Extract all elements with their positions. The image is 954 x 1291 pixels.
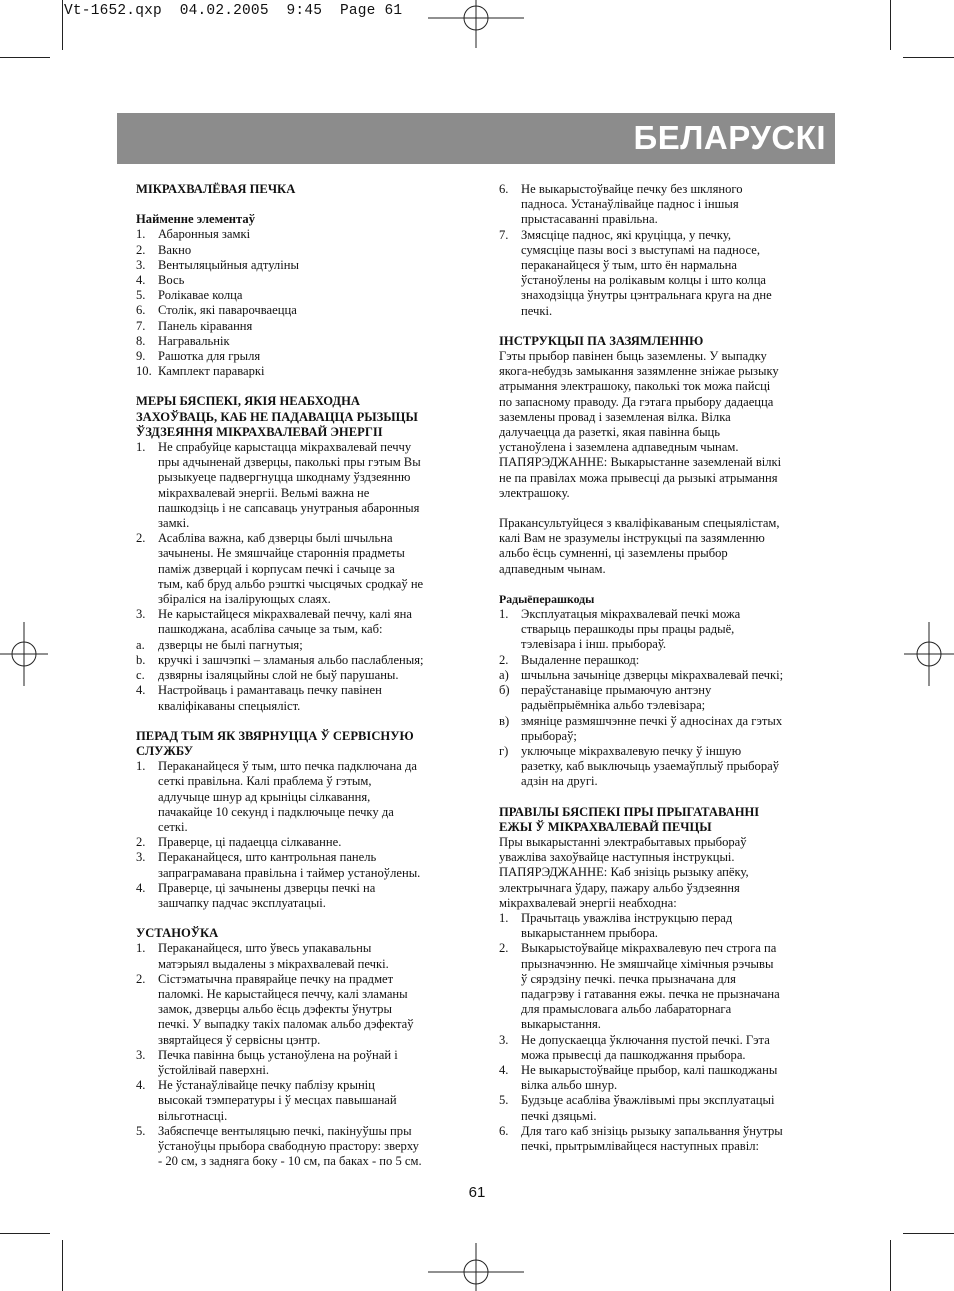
- list-item-number: 6.: [499, 182, 509, 196]
- text-line: устаноўлена і заземлена адпаведным чынам.: [499, 440, 739, 455]
- left-column: [136, 182, 458, 1169]
- list-item: [499, 228, 821, 319]
- list-item-text: Выкарыстоўвайце мікрахвалевую печ строга па прызначэнню. Не змяшчайце хімічныя рэчывы ў сярэдзіну печкі. печка прызначана для падагрэву і гатавання ежы. печка не прызначана для прамысловага альбо лабараторнага выкарыстання.: [521, 941, 780, 1032]
- list-item: [136, 881, 458, 911]
- list-item-text: шчыльна зачыніце дзверцы мікрахвалевай печкі;: [521, 667, 784, 682]
- list-item-text: Настройваць і рамантаваць печку павінен кваліфікаваны спецыяліст.: [158, 683, 382, 713]
- text-line: СЛУЖБУ: [136, 743, 193, 758]
- text-line: ПАПЯРЭДЖАННЕ: Выкарыстанне заземленай вілкі: [499, 455, 782, 470]
- list-item: [136, 759, 458, 835]
- list-item-number: 1.: [499, 910, 509, 925]
- list-item-text: пераўстанавіце прымаючую антэну радыёпрыёмніка альбо тэлевізара;: [521, 683, 712, 713]
- text-line: заземлены провад і заземленая вілка. Вілка: [499, 409, 731, 424]
- list-item-text: Праверце, ці зачынены дзверцы печкі на зашчапку падчас эксплуатацыі.: [158, 880, 376, 910]
- list-item: [136, 319, 458, 334]
- service-list: [136, 759, 458, 911]
- list-item-text: Вось: [158, 273, 185, 288]
- text-line: ЕЖЫ Ў МІКРАХВАЛЕВАЙ ПЕЧЦЫ: [499, 819, 712, 834]
- list-item-number: 9.: [136, 349, 146, 364]
- list-item-text: Печка павінна быць устаноўлена на роўнай і ўстойлівай паверхні.: [158, 1047, 398, 1077]
- list-item: [499, 714, 821, 744]
- list-item: [499, 1093, 821, 1123]
- registration-mark-left: [0, 622, 48, 686]
- list-item-number: 2.: [136, 971, 146, 986]
- list-item-text: Забяспечце вентыляцыю печкі, пакінуўшы пры ўстаноўцы прыбора свабодную прастору: зверху - 20 см, з задняга боку - 10 см, па баках - по 5 см.: [158, 1123, 422, 1169]
- text-line: Пры выкарыстанні электрабытавых прыбораў: [499, 834, 747, 849]
- list-item-text: дзвярны ізаляцыйны слой не быў парушаны.: [158, 668, 399, 683]
- list-item-number: 2.: [136, 242, 146, 257]
- text-line: ПРАВІЛЫ БЯСПЕКІ ПРЫ ПРЫГАТАВАННІ: [499, 804, 760, 819]
- list-item-number: 5.: [136, 1123, 146, 1138]
- cooking-intro: [499, 835, 821, 911]
- text-line: альбо ёсць сумненні, ці заземлены прыбор: [499, 546, 728, 561]
- list-item: [136, 258, 458, 273]
- list-item: [136, 440, 458, 531]
- list-item-number: г): [499, 743, 509, 758]
- list-item-number: 4.: [136, 1078, 146, 1093]
- list-item-number: 1.: [136, 941, 146, 956]
- grounding-heading: ІНСТРУКЦЫІ ПА ЗАЗЯМЛЕННЮ: [499, 333, 704, 348]
- list-item: [499, 941, 821, 1032]
- list-item: [499, 607, 821, 653]
- list-item-number: в): [499, 713, 510, 728]
- list-item-number: 5.: [136, 288, 146, 303]
- list-item: [136, 668, 458, 683]
- safety-list: [136, 440, 458, 714]
- list-item: [136, 531, 458, 607]
- list-item-text: Столік, які паварочваецца: [158, 303, 297, 318]
- list-item-text: Будзьце асабліва ўважлівымі пры эксплуатацыі печкі дзяцьмі.: [521, 1093, 775, 1123]
- text-line: по запасному праводу. Да гэтага прыбору дадаецца: [499, 394, 774, 409]
- list-item-text: Пераканайцеся ў тым, што печка падключана да сеткі правільна. Калі праблема ў гэтым, адлучыце шнур ад крыніцы сілкавання, пачакайце 10 секунд і падключыце печку да сеткі.: [158, 759, 417, 834]
- list-item: [136, 227, 458, 242]
- list-item: [499, 911, 821, 941]
- text-line: электрашоку.: [499, 485, 570, 500]
- list-item-number: c.: [136, 668, 145, 683]
- list-item-text: Награвальнік: [158, 333, 230, 348]
- crop-mark: [903, 1233, 954, 1234]
- list-item-text: Праверце, ці падаецца сілкаванне.: [158, 835, 342, 850]
- list-item-text: Рашотка для грыля: [158, 349, 261, 364]
- crop-mark: [890, 0, 891, 50]
- list-item-number: а): [499, 667, 509, 682]
- list-item-number: 2.: [499, 941, 509, 956]
- list-item: [136, 941, 458, 971]
- list-item-number: б): [499, 683, 510, 698]
- list-item: [499, 1063, 821, 1093]
- list-item-text: Не карыстайцеся мікрахвалевай печчу, калі яна пашкоджана, асабліва сачыце за тым, каб:: [158, 607, 412, 637]
- text-line: Гэты прыбор павінен быць заземлены. У выпадку: [499, 349, 767, 364]
- right-column: [499, 182, 821, 1154]
- text-line: ПЕРАД ТЫМ ЯК ЗВЯРНУЦЦА Ў СЕРВІСНУЮ: [136, 728, 414, 743]
- text-line: мікрахвалевай энергіі неабходна:: [499, 895, 677, 910]
- list-item: [136, 1124, 458, 1170]
- text-line: ЎЗДЗЕЯННЯ МІКРАХВАЛЕВАЙ ЭНЕРГІІ: [136, 424, 383, 439]
- list-item: [136, 1078, 458, 1124]
- list-item: [499, 744, 821, 790]
- crop-mark: [0, 57, 50, 58]
- list-item-number: 3.: [499, 1032, 509, 1047]
- list-item-number: a.: [136, 637, 145, 652]
- list-item-text: Пераканайцеся, што кантрольная панель запраграмавана правільна і таймер устаноўлены.: [158, 850, 421, 880]
- list-item-text: Не ўстанаўлівайце печку паблізу крыніц высокай тэмпературы і ў месцах павышанай вільготнасці.: [158, 1078, 397, 1123]
- list-item-number: 2.: [136, 531, 146, 546]
- radio-heading: Радыёперашкоды: [499, 591, 595, 606]
- list-item-text: Асабліва важна, каб дзверцы былі шчыльна зачынены. Не змяшчайце староннія прадметы паміж дзверцай і корпусам печкі і сачыце за тым, каб бруд альбо рэшткі чысцячых сродкаў не збіраліся на ізалірующых слаях.: [158, 531, 424, 607]
- list-item-text: Панель кіравання: [158, 318, 253, 333]
- banner-title: БЕЛАРУСКІ: [633, 119, 826, 156]
- list-item: [136, 1048, 458, 1078]
- list-item: [136, 607, 458, 637]
- list-item-number: 1.: [136, 759, 146, 774]
- section-title: МІКРАХВАЛЁВАЯ ПЕЧКА: [136, 182, 296, 196]
- list-item-number: 1.: [136, 227, 146, 242]
- list-item-text: Не выкарыстоўвайце прыбор, калі пашкоджаны вілка альбо шнур.: [521, 1062, 778, 1093]
- list-item-text: Для таго каб знізіць рызыку запальвання ўнутры печкі, прытрымлівайцеся наступных правіл:: [521, 1123, 783, 1153]
- language-banner: [117, 113, 835, 164]
- list-item: [499, 182, 821, 228]
- radio-list: [499, 607, 821, 789]
- crop-mark: [62, 1240, 63, 1291]
- text-line: не па правілах можа прывесці да рызыкі атрымання: [499, 470, 778, 485]
- text-line: ЗАХОЎВАЦЬ, КАБ НЕ ПАДАВАЦЦА РЫЗЫЦЫ: [136, 409, 418, 424]
- install-heading: УСТАНОЎКА: [136, 926, 219, 941]
- list-item-text: дзверцы не былі пагнутыя;: [158, 637, 303, 652]
- list-item-text: кручкі і зашчэпкі – зламаныя альбо паслабленыя;: [158, 652, 424, 667]
- file-slug: Vt-1652.qxp 04.02.2005 9:45 Page 61: [64, 3, 403, 19]
- list-item-text: Пераканайцеся, што ўвесь упакавальны матэрыял выдалены з мікрахвалевай печкі.: [158, 941, 389, 971]
- list-item-number: 4.: [136, 683, 146, 698]
- list-item: [136, 303, 458, 318]
- list-item-text: Змясціце паднос, які круціцца, у печку, сумясціце пазы восі з выступамі на падносе, пераканайцеся ў тым, што ён нармальна ўстаноўлены на ролікавым колцы і што колца знаходзіцца ўнутры цэнтральнага круга на дне печкі.: [521, 227, 772, 318]
- list-item-text: Не выкарыстоўвайце печку без шкляного падноса. Устанаўлівайце паднос і іншыя прыстасаванні правільна.: [521, 182, 743, 227]
- list-item-number: 4.: [136, 880, 146, 895]
- cooking-safety-heading: [499, 805, 821, 835]
- list-item-number: 4.: [499, 1062, 509, 1077]
- list-item-text: Прачытаць уважліва інструкцыю перад выкарыстаннем прыбора.: [521, 910, 733, 941]
- list-item-text: Сістэматычна правярайце печку на прадмет паломкі. Не карыстайцеся печчу, калі зламаны замок, дзверцы альбо ёсць дэфекты ўнутры печкі. У выпадку такіх паломак альбо дэфектаў звяртайцеся ў сервісны цэнтр.: [158, 971, 414, 1047]
- registration-mark-bottom: [428, 1243, 524, 1291]
- list-item: [499, 683, 821, 713]
- elements-heading: Найменне элементаў: [136, 212, 255, 227]
- list-item: [499, 1033, 821, 1063]
- list-item-number: 8.: [136, 333, 146, 348]
- grounding-paragraph-1: [499, 349, 821, 501]
- list-item: [136, 288, 458, 303]
- list-item-text: Эксплуатацыя мікрахвалевай печкі можа стварыць перашкоды пры працы радыё, тэлевізара і інш. прыбораў.: [521, 607, 741, 652]
- cooking-list: [499, 911, 821, 1154]
- list-item-number: 5.: [499, 1093, 509, 1108]
- text-line: атрымання электрашоку, паколькі ток можа пайсці: [499, 379, 771, 394]
- list-item-number: 2.: [499, 652, 509, 667]
- list-item-text: уключыце мікрахвалевую печку ў іншую разетку, каб выключыць узаемаўплыў прыбораў адзін на другі.: [521, 743, 780, 789]
- crop-mark: [62, 0, 63, 50]
- list-item: [499, 668, 821, 683]
- install-list: [136, 941, 458, 1169]
- grounding-paragraph-2: [499, 516, 821, 577]
- text-line: калі Вам не зразумелы інструкцыі па зазямленню: [499, 531, 765, 546]
- list-item: [136, 349, 458, 364]
- list-item-text: Не спрабуйце карыстацца мікрахвалевай печчу пры адчыненай дзверцы, паколькі пры гэтым Вы рызыкуеце падвергнуцца шкоднаму ўздзеянню мікрахвалевай энергіі. Вельмі важна не пашкодзіць і не сапсаваць унутраныя абаронныя замкі.: [158, 440, 421, 531]
- list-item-number: 3.: [136, 1047, 146, 1062]
- list-item-text: Не допускаецца ўключання пустой печкі. Гэта можа прывесці да пашкоджання прыбора.: [521, 1032, 770, 1062]
- text-line: Пракансультуйцеся з кваліфікаваным спецыялістам,: [499, 516, 780, 531]
- list-item-number: 6.: [136, 303, 146, 318]
- crop-mark: [890, 1240, 891, 1291]
- list-item-text: Ролікавае колца: [158, 288, 243, 303]
- list-item: [499, 653, 821, 668]
- list-item-number: b.: [136, 652, 146, 667]
- list-item-number: 7.: [136, 318, 146, 333]
- list-item-number: 3.: [136, 257, 146, 272]
- text-line: адпаведным чынам.: [499, 561, 606, 576]
- list-item-number: 6.: [499, 1123, 509, 1138]
- list-item-number: 3.: [136, 850, 146, 865]
- elements-list: [136, 227, 458, 379]
- text-line: далучаецца да разеткі, якая павінна быць: [499, 425, 721, 440]
- page-number: 61: [468, 1184, 486, 1201]
- registration-mark-top: [428, 0, 524, 48]
- list-item-number: 2.: [136, 835, 146, 850]
- list-item: [136, 273, 458, 288]
- list-item: [136, 972, 458, 1048]
- safety-heading: [136, 394, 458, 440]
- crop-mark: [0, 1233, 50, 1234]
- list-item-text: Вакно: [158, 242, 192, 257]
- list-item-number: 1.: [136, 440, 146, 455]
- list-item-text: змяніце размяшчэнне печкі ў адносінах да гэтых прыбораў;: [521, 713, 783, 743]
- list-item: [136, 835, 458, 850]
- crop-mark: [903, 57, 954, 58]
- list-item-text: Абаронныя замкі: [158, 227, 251, 242]
- text-line: якога-небудзь замыкання зазямленне зніжае рызыку: [499, 364, 779, 379]
- registration-mark-right: [904, 622, 954, 686]
- list-item-number: 3.: [136, 607, 146, 622]
- list-item: [136, 364, 458, 379]
- text-line: уважліва захоўвайце наступныя інструкцыі.: [499, 850, 735, 865]
- list-item-number: 4.: [136, 273, 146, 288]
- list-item: [136, 850, 458, 880]
- list-item-text: Камплект параваркі: [158, 364, 265, 379]
- text-line: ПАПЯРЭДЖАННЕ: Каб знізіць рызыку апёку,: [499, 865, 749, 880]
- list-item-number: 1.: [499, 607, 509, 622]
- list-item-text: Выдаленне перашкод:: [521, 652, 640, 667]
- text-line: электрычнага ўдару, пажару альбо ўздзеяння: [499, 880, 740, 895]
- list-item: [136, 334, 458, 349]
- list-item: [136, 653, 458, 668]
- install-list-continued: [499, 182, 821, 319]
- list-item: [136, 243, 458, 258]
- service-heading: [136, 729, 458, 759]
- text-line: МЕРЫ БЯСПЕКІ, ЯКІЯ НЕАБХОДНА: [136, 394, 360, 409]
- list-item-text: Вентыляцыйныя адтуліны: [158, 257, 299, 272]
- list-item-number: 10.: [136, 364, 152, 379]
- list-item: [136, 638, 458, 653]
- list-item-number: 7.: [499, 227, 509, 242]
- list-item: [136, 683, 458, 713]
- list-item: [499, 1124, 821, 1154]
